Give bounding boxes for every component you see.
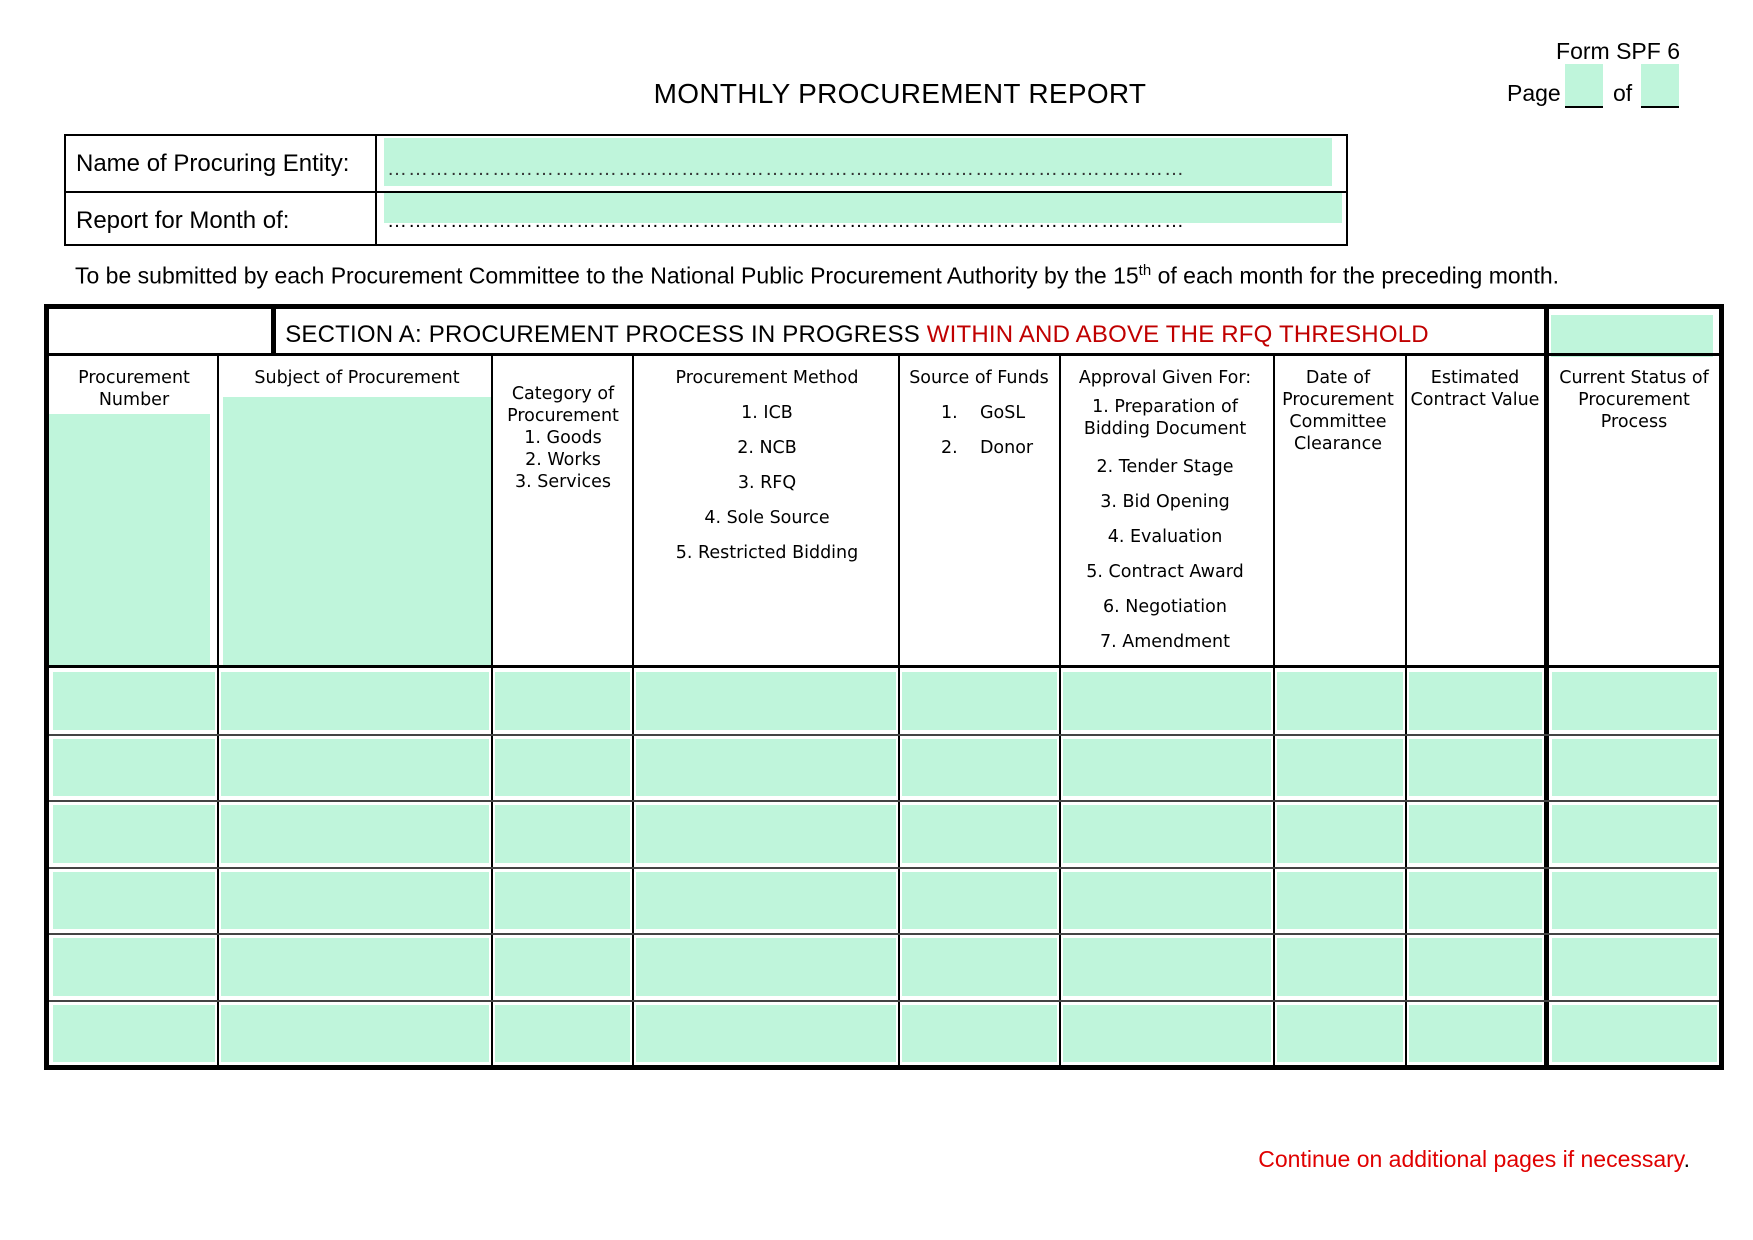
table-cell-field[interactable] bbox=[1063, 805, 1271, 863]
section-a-title bbox=[277, 321, 1437, 349]
funds-title: Source of Funds bbox=[909, 368, 1049, 388]
category-title: Category of Procurement bbox=[507, 384, 619, 426]
category-option: 3. Services bbox=[514, 472, 612, 492]
procurement-number-header-field[interactable] bbox=[49, 414, 210, 665]
section-title-bottom-border bbox=[49, 353, 1719, 356]
table-cell-field[interactable] bbox=[1277, 872, 1403, 930]
table-cell-field[interactable] bbox=[636, 672, 896, 730]
table-cell-field[interactable] bbox=[53, 805, 215, 863]
col-current-status: Current Status of Procurement Process bbox=[1559, 368, 1709, 432]
report-month-dots: …………………………………………………………………………………………………… bbox=[387, 210, 1185, 232]
table-cell-field[interactable] bbox=[1277, 805, 1403, 863]
approval-option: 4. Evaluation bbox=[1107, 527, 1223, 547]
table-cell-field[interactable] bbox=[1552, 672, 1717, 730]
instruction-text-end: of each month for the preceding month. bbox=[1151, 262, 1560, 289]
table-cell-field[interactable] bbox=[1409, 938, 1542, 996]
table-cell-field[interactable] bbox=[53, 872, 215, 930]
table-cell-field[interactable] bbox=[1552, 872, 1717, 930]
section-a-table bbox=[44, 304, 1724, 1070]
table-cell-field[interactable] bbox=[53, 1005, 215, 1063]
table-cell-field[interactable] bbox=[1277, 672, 1403, 730]
table-cell-field[interactable] bbox=[53, 739, 215, 797]
report-month-row bbox=[66, 191, 1346, 246]
table-cell-field[interactable] bbox=[495, 739, 630, 797]
table-cell-field[interactable] bbox=[1409, 872, 1542, 930]
row-divider bbox=[49, 933, 1719, 935]
table-cell-field[interactable] bbox=[495, 672, 630, 730]
page-label: Page bbox=[1507, 80, 1561, 106]
table-cell-field[interactable] bbox=[636, 872, 896, 930]
approval-option: 3. Bid Opening bbox=[1100, 492, 1230, 512]
section-a-side-field[interactable] bbox=[1551, 315, 1713, 357]
col-procurement-number: Procurement Number bbox=[78, 368, 190, 410]
section-a-title-text: SECTION A: PROCUREMENT PROCESS IN PROGRESS bbox=[285, 321, 927, 348]
instruction-sup: th bbox=[1138, 262, 1152, 279]
table-cell-field[interactable] bbox=[1552, 805, 1717, 863]
report-month-label: Report for Month of: bbox=[76, 207, 290, 234]
table-cell-field[interactable] bbox=[636, 938, 896, 996]
table-cell-field[interactable] bbox=[53, 672, 215, 730]
table-cell-field[interactable] bbox=[1063, 938, 1271, 996]
table-cell-field[interactable] bbox=[902, 938, 1057, 996]
approval-option: 7. Amendment bbox=[1099, 632, 1230, 652]
continue-note bbox=[1100, 1146, 1690, 1173]
col-subject: Subject of Procurement bbox=[254, 368, 460, 388]
col-category bbox=[493, 383, 633, 493]
col-funds bbox=[901, 367, 1057, 466]
table-cell-field[interactable] bbox=[221, 1005, 489, 1063]
table-cell-field[interactable] bbox=[1277, 1005, 1403, 1063]
submission-instruction bbox=[75, 262, 1559, 290]
table-cell-field[interactable] bbox=[1552, 1005, 1717, 1063]
table-cell-field[interactable] bbox=[495, 872, 630, 930]
table-cell-field[interactable] bbox=[495, 805, 630, 863]
row-divider bbox=[49, 800, 1719, 802]
of-label: of bbox=[1613, 80, 1633, 106]
approval-option: 1. Preparation of Bidding Document bbox=[1083, 397, 1247, 439]
table-cell-field[interactable] bbox=[221, 672, 489, 730]
continue-period: . bbox=[1683, 1146, 1690, 1172]
method-title: Procurement Method bbox=[675, 368, 859, 388]
approval-title: Approval Given For: bbox=[1078, 368, 1252, 388]
funds-option: 2. Donor bbox=[941, 438, 1034, 458]
table-cell-field[interactable] bbox=[1063, 872, 1271, 930]
table-cell-field[interactable] bbox=[53, 938, 215, 996]
col-estimated-value: Estimated Contract Value bbox=[1410, 368, 1540, 410]
approval-option: 6. Negotiation bbox=[1103, 597, 1227, 617]
table-cell-field[interactable] bbox=[1552, 938, 1717, 996]
table-cell-field[interactable] bbox=[1409, 672, 1542, 730]
table-cell-field[interactable] bbox=[636, 805, 896, 863]
col-method bbox=[635, 367, 899, 571]
table-cell-field[interactable] bbox=[221, 938, 489, 996]
table-cell-field[interactable] bbox=[1277, 938, 1403, 996]
column-divider bbox=[1405, 356, 1407, 1069]
column-divider bbox=[1273, 356, 1275, 1069]
table-cell-field[interactable] bbox=[495, 1005, 630, 1063]
funds-option: 1. GoSL bbox=[941, 403, 1026, 423]
instruction-text: To be submitted by each Procurement Committee to the National Public Procurement Authority by the 15 bbox=[75, 262, 1139, 289]
table-cell-field[interactable] bbox=[221, 739, 489, 797]
table-cell-field[interactable] bbox=[495, 938, 630, 996]
table-cell-field[interactable] bbox=[221, 872, 489, 930]
table-cell-field[interactable] bbox=[1409, 739, 1542, 797]
entity-name-dots: …………………………………………………………………………………………………… bbox=[387, 158, 1185, 180]
col-date-clearance: Date of Procurement Committee Clearance bbox=[1282, 368, 1394, 454]
table-cell-field[interactable] bbox=[1063, 672, 1271, 730]
table-cell-field[interactable] bbox=[1277, 739, 1403, 797]
approval-option: 2. Tender Stage bbox=[1096, 457, 1234, 477]
entity-name-row bbox=[66, 136, 1346, 193]
section-a-title-highlight: WITHIN AND ABOVE THE RFQ THRESHOLD bbox=[926, 321, 1429, 348]
category-option: 1. Goods bbox=[524, 428, 602, 448]
method-option: 5. Restricted Bidding bbox=[675, 543, 859, 563]
table-cell-field[interactable] bbox=[1409, 1005, 1542, 1063]
table-cell-field[interactable] bbox=[902, 739, 1057, 797]
method-option: 2. NCB bbox=[737, 438, 797, 458]
entity-name-label: Name of Procuring Entity: bbox=[76, 150, 350, 177]
method-option: 3. RFQ bbox=[737, 473, 797, 493]
table-cell-field[interactable] bbox=[1409, 805, 1542, 863]
table-cell-field[interactable] bbox=[902, 805, 1057, 863]
page-title: MONTHLY PROCUREMENT REPORT bbox=[653, 78, 1147, 109]
table-cell-field[interactable] bbox=[636, 739, 896, 797]
table-cell-field[interactable] bbox=[221, 805, 489, 863]
table-cell-field[interactable] bbox=[902, 872, 1057, 930]
table-cell-field[interactable] bbox=[1552, 739, 1717, 797]
form-id: Form SPF 6 bbox=[1556, 38, 1680, 64]
category-option: 2. Works bbox=[525, 450, 601, 470]
approval-option: 5. Contract Award bbox=[1086, 562, 1244, 582]
subject-header-field[interactable] bbox=[223, 397, 491, 665]
continue-text: Continue on additional pages if necessary bbox=[1258, 1146, 1684, 1172]
entity-divider bbox=[375, 136, 377, 246]
row-divider bbox=[49, 867, 1719, 869]
table-cell-field[interactable] bbox=[636, 1005, 896, 1063]
section-title-left-divider bbox=[271, 309, 276, 353]
table-cell-field[interactable] bbox=[1063, 1005, 1271, 1063]
row-divider bbox=[49, 734, 1719, 736]
header-bottom-border bbox=[49, 665, 1719, 668]
entity-info-box bbox=[64, 134, 1348, 246]
method-option: 1. ICB bbox=[741, 403, 793, 423]
table-cell-field[interactable] bbox=[902, 672, 1057, 730]
row-divider bbox=[49, 1000, 1719, 1002]
col-approval bbox=[1059, 367, 1271, 660]
method-option: 4. Sole Source bbox=[704, 508, 830, 528]
table-cell-field[interactable] bbox=[902, 1005, 1057, 1063]
table-cell-field[interactable] bbox=[1063, 739, 1271, 797]
column-divider bbox=[217, 356, 219, 1069]
